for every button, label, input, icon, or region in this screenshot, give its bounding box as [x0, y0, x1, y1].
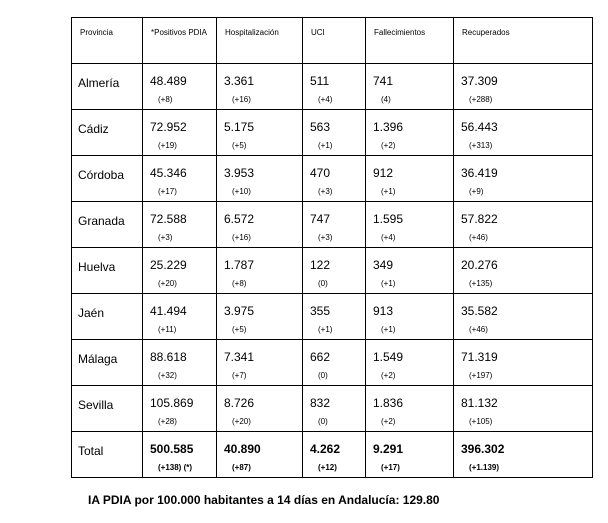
header-hospitalizacion: Hospitalización	[217, 18, 303, 64]
cell-hospitalizacion: 1.787 (+8)	[217, 248, 303, 294]
cell-fallecimientos: 1.396 (+2)	[366, 110, 454, 156]
cell-recuperados: 56.443 (+313)	[454, 110, 593, 156]
cell-uci: 747 (+3)	[303, 202, 366, 248]
cell-total-recuperados: 396.302 (+1.139)	[454, 432, 593, 478]
cell-total-label: Total	[72, 432, 143, 478]
cell-hospitalizacion: 6.572 (+16)	[217, 202, 303, 248]
cell-uci: 470 (+3)	[303, 156, 366, 202]
header-positivos: *Positivos PDIA	[143, 18, 217, 64]
cell-positivos: 72.952 (+19)	[143, 110, 217, 156]
incidence-footnote: IA PDIA por 100.000 habitantes a 14 días en Andalucía: 129.80	[88, 493, 440, 507]
cell-hospitalizacion: 8.726 (+20)	[217, 386, 303, 432]
cell-hospitalizacion: 3.975 (+5)	[217, 294, 303, 340]
cell-positivos: 45.346 (+17)	[143, 156, 217, 202]
cell-hospitalizacion: 3.953 (+10)	[217, 156, 303, 202]
covid-data-table	[71, 17, 593, 478]
cell-hospitalizacion: 7.341 (+7)	[217, 340, 303, 386]
cell-recuperados: 71.319 (+197)	[454, 340, 593, 386]
cell-positivos: 72.588 (+3)	[143, 202, 217, 248]
cell-total-uci: 4.262 (+12)	[303, 432, 366, 478]
cell-hospitalizacion: 5.175 (+5)	[217, 110, 303, 156]
header-recuperados: Recuperados	[454, 18, 593, 64]
cell-provincia: Córdoba	[72, 156, 143, 202]
table-row	[72, 294, 593, 340]
cell-total-fallecimientos: 9.291 (+17)	[366, 432, 454, 478]
cell-positivos: 88.618 (+32)	[143, 340, 217, 386]
cell-uci: 122 (0)	[303, 248, 366, 294]
cell-provincia: Jaén	[72, 294, 143, 340]
cell-uci: 832 (0)	[303, 386, 366, 432]
table-total-row	[72, 432, 593, 478]
table-row	[72, 248, 593, 294]
table-header-row	[72, 18, 593, 64]
table-row	[72, 386, 593, 432]
cell-uci: 563 (+1)	[303, 110, 366, 156]
cell-total-hospitalizacion: 40.890 (+87)	[217, 432, 303, 478]
cell-fallecimientos: 1.549 (+2)	[366, 340, 454, 386]
table-row	[72, 202, 593, 248]
cell-provincia: Almería	[72, 64, 143, 110]
cell-recuperados: 37.309 (+288)	[454, 64, 593, 110]
table-row	[72, 110, 593, 156]
table-row	[72, 156, 593, 202]
cell-provincia: Sevilla	[72, 386, 143, 432]
cell-total-positivos: 500.585 (+138) (*)	[143, 432, 217, 478]
cell-uci: 662 (0)	[303, 340, 366, 386]
cell-uci: 511 (+4)	[303, 64, 366, 110]
header-provincia: Provincia	[72, 18, 143, 64]
header-uci: UCI	[303, 18, 366, 64]
cell-provincia: Granada	[72, 202, 143, 248]
header-fallecimientos: Fallecimientos	[366, 18, 454, 64]
table-row	[72, 64, 593, 110]
cell-positivos: 41.494 (+11)	[143, 294, 217, 340]
cell-provincia: Huelva	[72, 248, 143, 294]
cell-fallecimientos: 1.836 (+2)	[366, 386, 454, 432]
cell-hospitalizacion: 3.361 (+16)	[217, 64, 303, 110]
cell-recuperados: 35.582 (+46)	[454, 294, 593, 340]
cell-positivos: 48.489 (+8)	[143, 64, 217, 110]
cell-recuperados: 57.822 (+46)	[454, 202, 593, 248]
table-row	[72, 340, 593, 386]
cell-fallecimientos: 912 (+1)	[366, 156, 454, 202]
cell-positivos: 25.229 (+20)	[143, 248, 217, 294]
cell-recuperados: 36.419 (+9)	[454, 156, 593, 202]
cell-positivos: 105.869 (+28)	[143, 386, 217, 432]
cell-fallecimientos: 349 (+1)	[366, 248, 454, 294]
cell-recuperados: 20.276 (+135)	[454, 248, 593, 294]
cell-provincia: Málaga	[72, 340, 143, 386]
cell-uci: 355 (+1)	[303, 294, 366, 340]
cell-provincia: Cádiz	[72, 110, 143, 156]
cell-fallecimientos: 1.595 (+4)	[366, 202, 454, 248]
cell-recuperados: 81.132 (+105)	[454, 386, 593, 432]
cell-fallecimientos: 913 (+1)	[366, 294, 454, 340]
cell-fallecimientos: 741 (4)	[366, 64, 454, 110]
